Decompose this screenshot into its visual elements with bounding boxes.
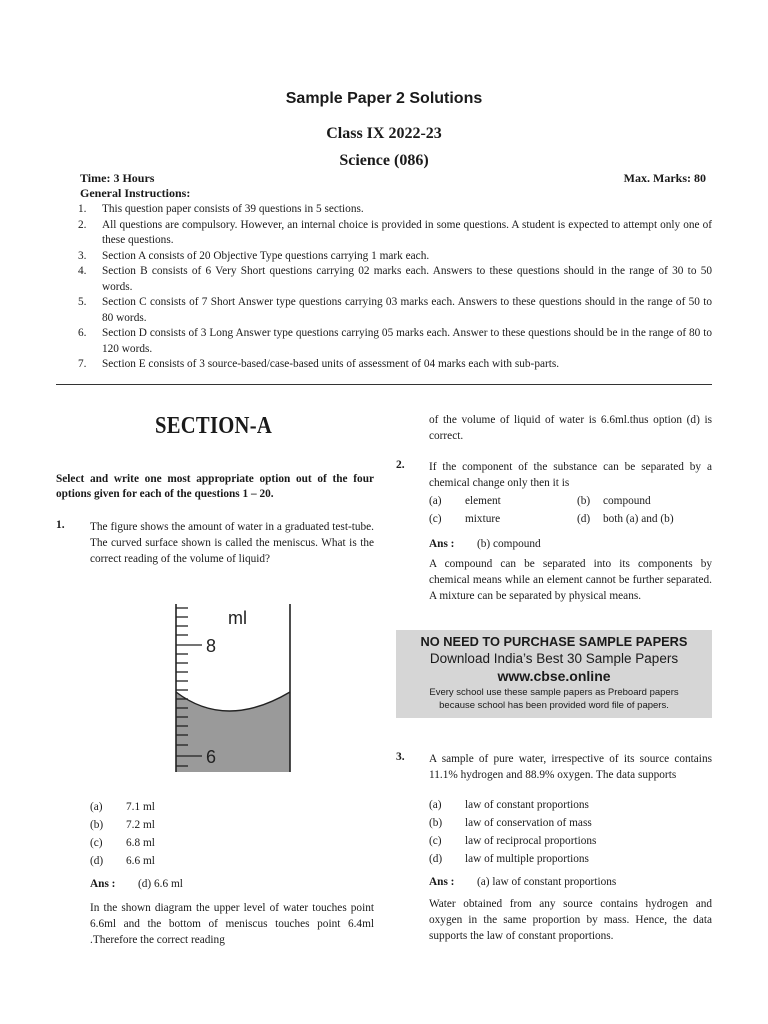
option-label: (b) [90, 819, 104, 831]
option-item [429, 832, 712, 850]
option-label: (b) [429, 817, 443, 829]
paper-title: Sample Paper 2 Solutions [285, 90, 483, 107]
instruction-text: Section B consists of 6 Very Short questions carrying 02 marks each. Answers to these questions should in the range of 30 to 50 words. [102, 265, 712, 293]
option-label: (c) [90, 837, 103, 849]
subject-line: Science (086) [339, 152, 429, 169]
instruction-item [78, 295, 712, 326]
instructions-list [78, 202, 712, 373]
mark-8-label: 8 [206, 636, 217, 656]
option-label: (c) [429, 513, 442, 525]
q2-explanation: A compound can be separated into its components by chemical means while an element cannot be further separated. A mixture can be separated by physical means. [429, 558, 712, 602]
option-item [429, 510, 577, 528]
instruction-number: 3. [78, 249, 87, 262]
question-number: 3. [396, 751, 405, 763]
option-label: (a) [429, 799, 442, 811]
answer-label: Ans : [429, 876, 455, 888]
option-text: 7.1 ml [126, 801, 155, 813]
instruction-number: 7. [78, 358, 87, 370]
option-label: (d) [90, 855, 104, 867]
answer-text: (a) law of constant proportions [477, 876, 617, 888]
header-divider [56, 384, 712, 385]
q2-options [429, 492, 712, 528]
option-item [90, 798, 290, 816]
instruction-text: Section A consists of 20 Objective Type questions carrying 1 mark each. [102, 249, 430, 262]
option-item [90, 834, 290, 852]
instruction-item [78, 326, 712, 357]
graduated-tube-figure [170, 600, 298, 778]
instruction-text: This question paper consists of 39 questions in 5 sections. [102, 203, 364, 215]
option-item [577, 510, 674, 528]
instruction-item [78, 357, 712, 373]
option-item [429, 850, 712, 868]
option-text: law of multiple proportions [465, 853, 589, 865]
q2-answer [429, 538, 541, 550]
max-marks: Max. Marks: 80 [623, 171, 706, 185]
instruction-item [78, 249, 712, 265]
option-label: (b) [577, 495, 591, 507]
instruction-text: Section E consists of 3 source-based/case-based units of assessment of 04 marks each with sub-parts. [102, 358, 560, 370]
promo-subline: Download India’s Best 30 Sample Papers [429, 651, 679, 666]
section-instruction: Select and write one most appropriate option out of the four options given for each of the questions 1 – 20. [56, 473, 374, 500]
mark-6-label: 6 [206, 747, 217, 767]
water-fill [176, 692, 290, 772]
option-item [429, 796, 712, 814]
instruction-number: 2. [78, 218, 87, 231]
promo-banner [396, 630, 712, 718]
question-text: The figure shows the amount of water in a graduated test-tube. The curved surface shown is called the meniscus. What is the correct reading of the volume of liquid? [90, 521, 374, 565]
option-label: (d) [429, 853, 443, 865]
instruction-number: 4. [78, 265, 87, 277]
instruction-number: 5. [78, 296, 87, 308]
promo-headline: NO NEED TO PURCHASE SAMPLE PAPERS [420, 634, 688, 649]
q3-explanation: Water obtained from any source contains hydrogen and oxygen in the same proportion by mass. Hence, the data supports the law of constant proportions. [429, 898, 712, 942]
q1-options [90, 798, 290, 870]
instruction-text: Section D consists of 3 Long Answer type questions carrying 05 marks each. Answer to these questions should be in the range of 80 to 120 words. [102, 327, 712, 355]
instruction-item [78, 218, 712, 249]
q3-options [429, 796, 712, 868]
instruction-item [78, 264, 712, 295]
option-text: element [465, 495, 501, 507]
q1-explanation-continued: of the volume of liquid of water is 6.6ml.thus option (d) is correct. [429, 414, 712, 442]
option-label: (a) [90, 801, 103, 813]
option-item [577, 492, 651, 510]
option-text: 7.2 ml [126, 819, 155, 831]
q1-answer [90, 878, 183, 890]
option-label: (d) [577, 513, 591, 525]
question-number: 1. [56, 519, 65, 531]
option-label: (a) [429, 495, 442, 507]
option-text: compound [603, 495, 651, 507]
option-item [429, 814, 712, 832]
answer-label: Ans : [90, 878, 116, 890]
answer-text: (b) compound [477, 538, 541, 550]
instruction-text: Section C consists of 7 Short Answer type questions carrying 03 marks each. Answers to these questions should in the range of 50 to 80 words. [102, 296, 712, 324]
section-heading: SECTION-A [155, 413, 273, 439]
time-allowed: Time: 3 Hours [80, 171, 155, 185]
q3-answer [429, 876, 616, 888]
promo-note-2: because school has been provided word file of papers. [439, 700, 669, 711]
instruction-number: 1. [78, 203, 87, 215]
answer-text: (d) 6.6 ml [138, 878, 183, 890]
option-text: 6.8 ml [126, 837, 155, 849]
option-text: 6.6 ml [126, 855, 155, 867]
promo-website: www.cbse.online [497, 668, 611, 684]
answer-label: Ans : [429, 538, 455, 550]
q1-explanation: In the shown diagram the upper level of water touches point 6.6ml and the bottom of meniscus touches point 6.4ml .Therefore the correct reading [90, 902, 374, 946]
instruction-item [78, 202, 712, 218]
option-text: both (a) and (b) [603, 513, 674, 525]
promo-note-1: Every school use these sample papers as Preboard papers [429, 687, 679, 698]
option-text: mixture [465, 513, 501, 525]
instruction-number: 6. [78, 327, 87, 339]
option-item [429, 492, 577, 510]
class-line: Class IX 2022-23 [326, 125, 442, 142]
question-text: A sample of pure water, irrespective of its source contains 11.1% hydrogen and 88.9% oxygen. The data supports [429, 753, 712, 781]
option-text: law of conservation of mass [465, 817, 592, 829]
option-item [90, 852, 290, 870]
general-instructions-heading: General Instructions: [80, 186, 191, 200]
option-text: law of reciprocal proportions [465, 835, 597, 847]
unit-label: ml [228, 608, 247, 628]
option-label: (c) [429, 835, 442, 847]
instruction-text: All questions are compulsory. However, an internal choice is provided in some questions. A student is expected to attempt only one of these questions. [102, 218, 712, 246]
option-text: law of constant proportions [465, 799, 589, 811]
question-text: If the component of the substance can be separated by a chemical change only then it is [429, 461, 712, 489]
question-number: 2. [396, 459, 405, 471]
option-item [90, 816, 290, 834]
